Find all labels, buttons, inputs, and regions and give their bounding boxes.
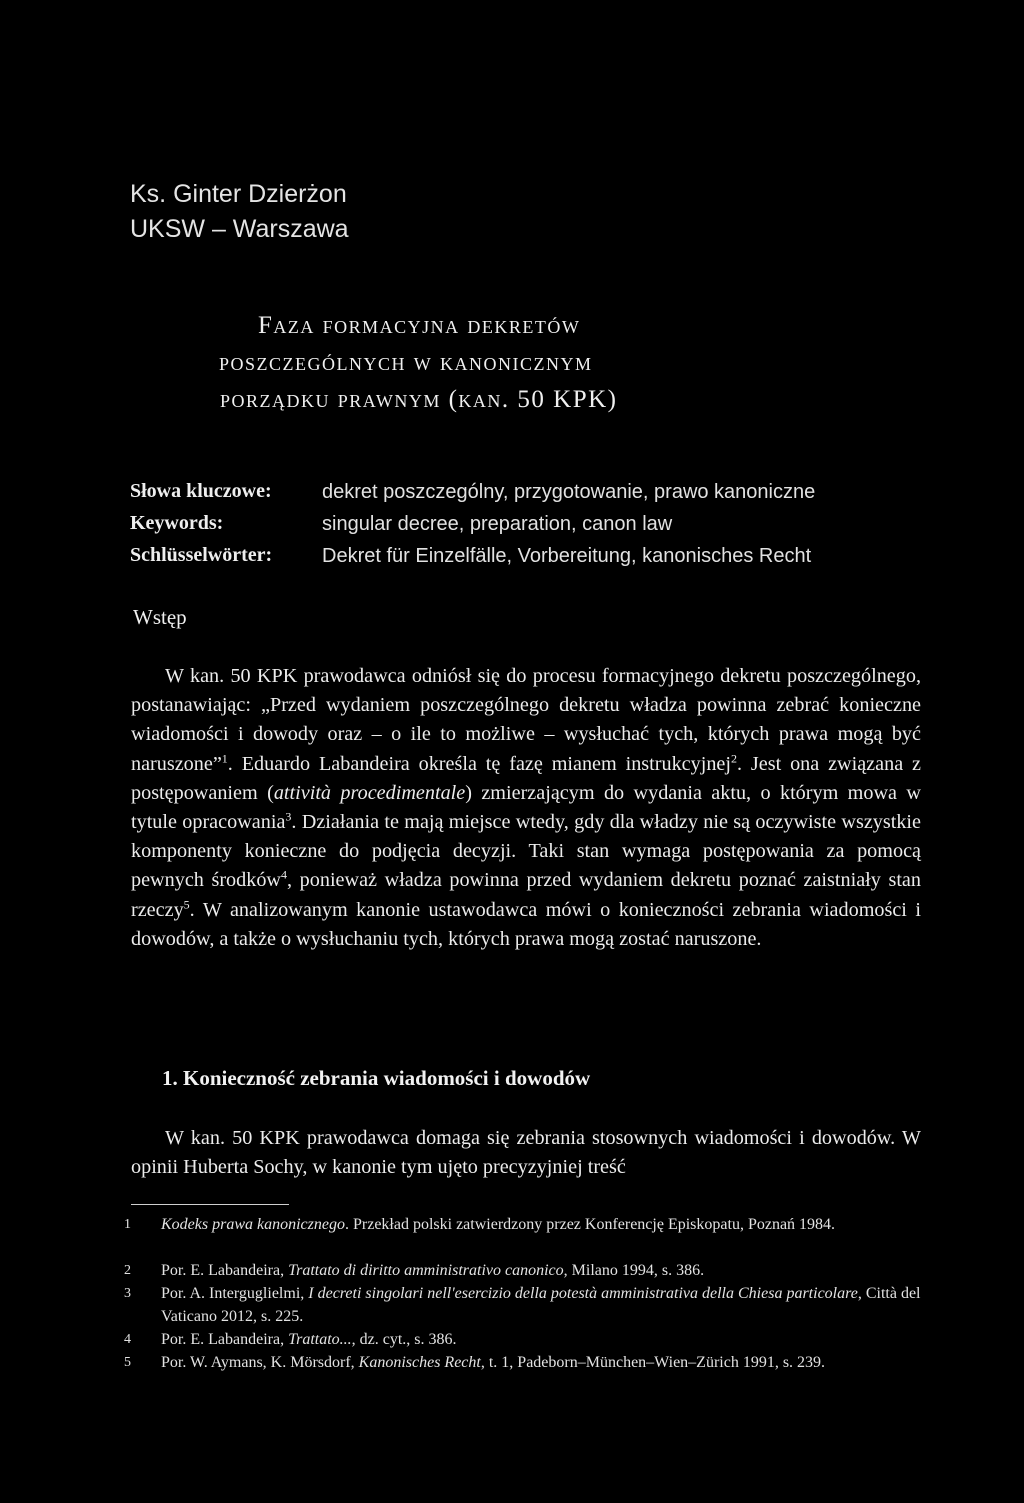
- article-title-line-2: poszczególnych w kanonicznym: [219, 349, 593, 376]
- footnote-italic: Kanonisches Recht: [358, 1354, 481, 1371]
- footnote-text: . Przekład polski zatwierdzony przez Konferencję Episkopatu, Poznań 1984.: [344, 1216, 836, 1233]
- intro-italic-term: attività procedimentale: [273, 781, 466, 804]
- footnote-number: 1: [124, 1217, 131, 1232]
- footnote-prefix: Por. E. Labandeira,: [161, 1262, 289, 1279]
- footnote-italic: Kodeks prawa kanonicznego: [161, 1216, 345, 1233]
- intro-text-g: . W analizowanym kanonie ustawodawca mówi o konieczności zebrania wiadomości i dowodów, a także o wysłuchaniu tych, których prawa mogą zostać naruszone.: [131, 898, 921, 950]
- section-1-heading: 1. Konieczność zebrania wiadomości i dowodów: [162, 1066, 591, 1090]
- author-name: Ks. Ginter Dzierżon: [130, 180, 347, 208]
- intro-text-b: . Eduardo Labandeira określa tę fazę mianem instrukcyjnej: [227, 752, 731, 775]
- keywords-label-de: Schlüsselwörter:: [130, 544, 273, 566]
- footnote-prefix: Por. E. Labandeira,: [161, 1331, 289, 1348]
- intro-text-f: , ponieważ władza powinna przed wydaniem dekretu poznać zaistniały stan rzeczy: [131, 869, 921, 921]
- keywords-label-pl: Słowa kluczowe:: [130, 480, 272, 502]
- footnote-4: [124, 1328, 924, 1351]
- keywords-value-de: Dekret für Einzelfälle, Vorbereitung, kanonisches Recht: [322, 545, 812, 567]
- footnote-number: 5: [124, 1355, 131, 1370]
- footnote-1: [124, 1213, 924, 1236]
- footnote-divider: [131, 1204, 289, 1205]
- section-1-text: W kan. 50 KPK prawodawca domaga się zebrania stosownych wiadomości i dowodów. W opinii Huberta Sochy, w kanonie tym ujęto precyzyjniej treść: [131, 1127, 921, 1179]
- footnote-prefix: Por. W. Aymans, K. Mörsdorf,: [161, 1354, 359, 1371]
- intro-text-d: ) zmierzającym do wydania aktu, o którym mowa w tytule opracowania: [131, 781, 921, 834]
- intro-heading: Wstęp: [133, 605, 187, 629]
- article-title-line-1: Faza formacyjna dekretów: [258, 312, 581, 339]
- footnote-ref-4: 4: [281, 867, 288, 882]
- footnote-number: 4: [124, 1332, 131, 1347]
- footnote-text: , t. 1, Padeborn–München–Wien–Zürich 1991, s. 239.: [480, 1354, 826, 1371]
- article-title-line-3: porządku prawnym (kan. 50 KPK): [220, 386, 618, 413]
- footnote-ref-2: 2: [731, 750, 737, 765]
- footnote-text: , dz. cyt., s. 386.: [351, 1331, 457, 1348]
- footnote-italic: Trattato di diritto amministrativo canonico: [288, 1262, 564, 1279]
- footnote-2: [124, 1259, 924, 1282]
- footnote-ref-3: 3: [285, 809, 292, 824]
- intro-text-c: . Jest ona związana z postępowaniem (: [131, 752, 921, 804]
- footnote-5: [124, 1351, 924, 1374]
- footnote-italic: Trattato...: [288, 1331, 352, 1348]
- intro-text-a: W kan. 50 KPK prawodawca odniósł się do procesu formacyjnego dekretu poszczególnego, postanawiając: „Przed wydaniem poszczególnego dekretu władza powinna zebrać konieczne wiadomości i dowody oraz – o ile to możliwe – wysłuchać tych, których prawa mogą być naruszone”: [131, 665, 921, 775]
- footnote-number: 3: [124, 1286, 131, 1301]
- intro-paragraph: [131, 662, 921, 954]
- footnote-italic: I decreti singolari nell'esercizio della potestà amministrativa della Chiesa particolare: [308, 1285, 858, 1302]
- keywords-label-en: Keywords:: [130, 512, 224, 534]
- footnote-prefix: Por. A. Interguglielmi,: [161, 1285, 309, 1302]
- footnote-text: , Milano 1994, s. 386.: [563, 1262, 705, 1279]
- keywords-value-pl: dekret poszczególny, przygotowanie, prawo kanoniczne: [322, 481, 816, 503]
- author-affiliation: UKSW – Warszawa: [130, 215, 349, 243]
- footnote-ref-5: 5: [183, 896, 190, 911]
- footnote-number: 2: [124, 1263, 131, 1278]
- keywords-value-en: singular decree, preparation, canon law: [322, 513, 673, 535]
- intro-text-e: . Działania te mają miejsce wtedy, gdy dla władzy nie są oczywiste wszystkie komponenty konieczne do podjęcia decyzji. Taki stan wymaga postępowania za pomocą pewnych środków: [131, 811, 921, 892]
- section-1-paragraph: [131, 1124, 921, 1182]
- footnote-text: , Città del Vaticano 2012, s. 225.: [161, 1285, 921, 1325]
- footnote-3: [124, 1282, 924, 1328]
- footnote-ref-1: 1: [221, 750, 228, 765]
